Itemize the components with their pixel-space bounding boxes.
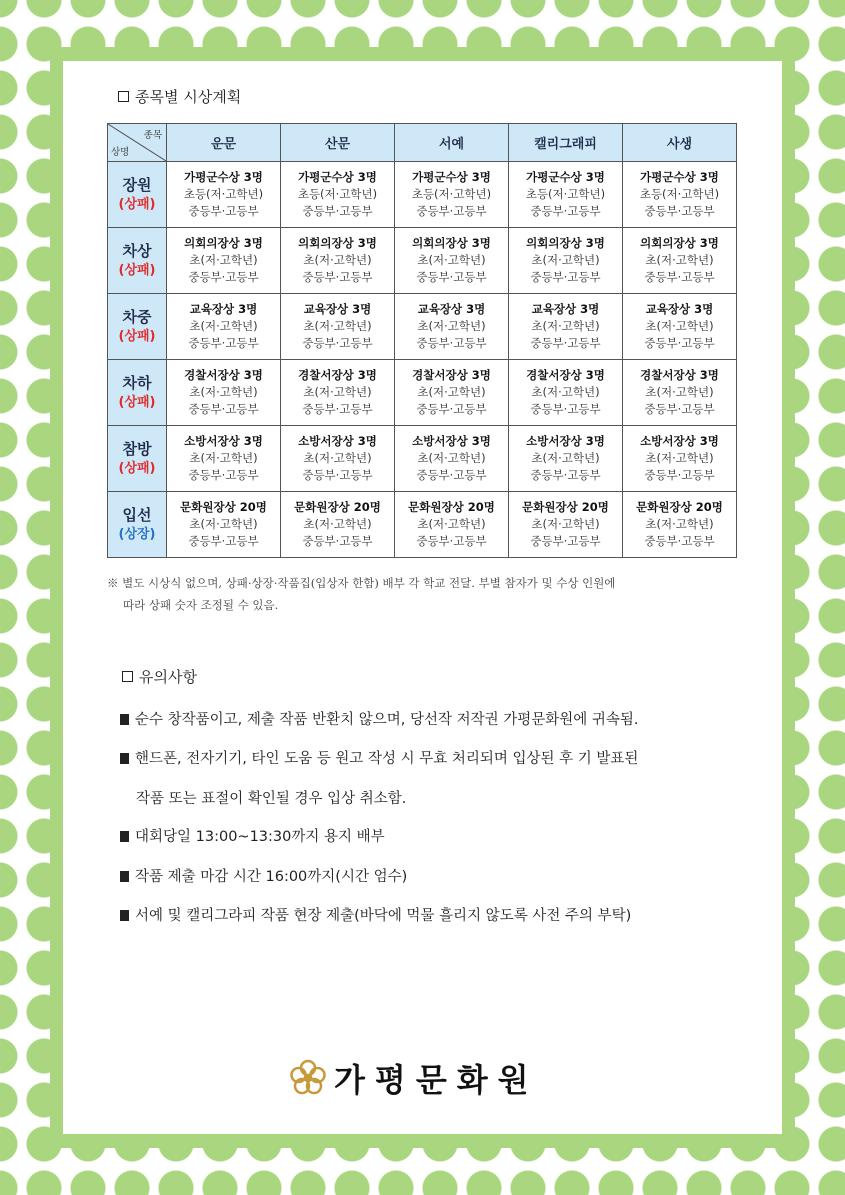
award-cell-line: 중등부·고등부 xyxy=(530,336,601,350)
award-cell-line: 문화원장상 20명 xyxy=(522,500,609,514)
award-name-cell xyxy=(108,360,167,426)
award-cell-line: 중등부·고등부 xyxy=(302,204,373,218)
award-cell-line: 중등부·고등부 xyxy=(644,468,715,482)
award-cell-line: 중등부·고등부 xyxy=(644,534,715,548)
organization-logo xyxy=(288,1055,539,1101)
footnote-line: 따라 상패 숫자 조정될 수 있음. xyxy=(123,598,279,612)
award-cell-line: 중등부·고등부 xyxy=(302,336,373,350)
list-item: 대회당일 13:00~13:30까지 용지 배부 xyxy=(120,825,385,846)
award-cell-line: 초(저·고학년) xyxy=(303,451,372,465)
award-cell xyxy=(167,492,281,558)
award-cell-line: 의회의장상 3명 xyxy=(298,236,377,250)
award-cell-line: 교육장상 3명 xyxy=(531,302,600,316)
award-cell xyxy=(281,228,395,294)
award-cell xyxy=(395,426,509,492)
award-cell-line: 문화원장상 20명 xyxy=(636,500,723,514)
list-item-continuation: 작품 또는 표절이 확인될 경우 입상 취소함. xyxy=(136,791,407,807)
award-cell-line: 경찰서장상 3명 xyxy=(640,368,719,382)
column-header: 캘리그래피 xyxy=(509,124,623,162)
award-cell-line: 초(저·고학년) xyxy=(189,517,258,531)
award-cell-line: 초(저·고학년) xyxy=(531,451,600,465)
table-row xyxy=(108,492,737,558)
award-cell xyxy=(281,294,395,360)
award-cell xyxy=(509,492,623,558)
award-cell-line: 초(저·고학년) xyxy=(645,253,714,267)
award-name-cell xyxy=(108,162,167,228)
award-cell-line: 중등부·고등부 xyxy=(530,204,601,218)
award-cell-line: 초(저·고학년) xyxy=(645,385,714,399)
award-name-cell xyxy=(108,294,167,360)
award-cell-line: 소방서장상 3명 xyxy=(526,434,605,448)
award-cell xyxy=(395,360,509,426)
award-cell-line: 초(저·고학년) xyxy=(189,385,258,399)
award-cell-line: 초등(저·고학년) xyxy=(183,187,264,201)
award-cell xyxy=(281,492,395,558)
list-item: 서예 및 캘리그라피 작품 현장 제출(바닥에 먹물 흘리지 않도록 사전 주의 부탁) xyxy=(120,904,631,925)
award-cell-line: 초등(저·고학년) xyxy=(411,187,492,201)
award-cell-line: 초등(저·고학년) xyxy=(639,187,720,201)
award-type: (상패) xyxy=(118,262,156,278)
award-cell-line: 중등부·고등부 xyxy=(416,468,487,482)
award-cell-line: 중등부·고등부 xyxy=(188,204,259,218)
award-cell-line: 초(저·고학년) xyxy=(417,385,486,399)
award-cell-line: 경찰서장상 3명 xyxy=(412,368,491,382)
section-title-text: 유의사항 xyxy=(139,668,197,686)
table-corner-cell xyxy=(108,124,167,162)
plum-blossom-icon xyxy=(288,1058,328,1098)
award-name: 차하 xyxy=(122,373,152,392)
award-cell-line: 중등부·고등부 xyxy=(416,204,487,218)
award-cell-line: 의회의장상 3명 xyxy=(640,236,719,250)
award-cell-line: 의회의장상 3명 xyxy=(184,236,263,250)
award-cell xyxy=(623,294,737,360)
award-cell-line: 중등부·고등부 xyxy=(530,534,601,548)
list-item: 작품 제출 마감 시간 16:00까지(시간 엄수) xyxy=(120,865,407,886)
award-cell-line: 초(저·고학년) xyxy=(189,253,258,267)
corner-label-category: 종목 xyxy=(143,130,162,141)
award-cell xyxy=(395,162,509,228)
award-cell-line: 소방서장상 3명 xyxy=(184,434,263,448)
award-cell-line: 경찰서장상 3명 xyxy=(298,368,377,382)
award-cell xyxy=(167,162,281,228)
award-cell-line: 초(저·고학년) xyxy=(303,253,372,267)
column-header: 서예 xyxy=(395,124,509,162)
award-cell-line: 소방서장상 3명 xyxy=(412,434,491,448)
award-name: 장원 xyxy=(122,175,152,194)
award-name: 입선 xyxy=(122,505,152,524)
award-cell-line: 중등부·고등부 xyxy=(416,534,487,548)
section-title-award-plan xyxy=(118,86,241,107)
award-cell-line: 초(저·고학년) xyxy=(189,319,258,333)
award-cell-line: 초(저·고학년) xyxy=(645,319,714,333)
table-footnote xyxy=(107,572,752,616)
award-cell-line: 초(저·고학년) xyxy=(531,385,600,399)
award-cell-line: 초(저·고학년) xyxy=(303,385,372,399)
checkbox-square-icon xyxy=(118,91,129,102)
award-cell-line: 초등(저·고학년) xyxy=(525,187,606,201)
list-item: 핸드폰, 전자기기, 타인 도움 등 원고 작성 시 무효 처리되며 입상된 후 기 발표된 xyxy=(120,747,638,768)
award-cell-line: 중등부·고등부 xyxy=(530,468,601,482)
award-cell-line: 가평군수상 3명 xyxy=(412,170,491,184)
award-cell xyxy=(395,228,509,294)
award-cell xyxy=(509,228,623,294)
award-type: (상패) xyxy=(118,460,156,476)
award-cell xyxy=(623,162,737,228)
award-type: (상장) xyxy=(118,526,156,542)
award-cell-line: 중등부·고등부 xyxy=(188,336,259,350)
award-cell xyxy=(167,426,281,492)
table-header-row xyxy=(108,124,737,162)
award-name-cell xyxy=(108,426,167,492)
award-cell-line: 중등부·고등부 xyxy=(416,402,487,416)
column-header: 운문 xyxy=(167,124,281,162)
award-type: (상패) xyxy=(118,328,156,344)
award-type: (상패) xyxy=(118,394,156,410)
award-cell-line: 초(저·고학년) xyxy=(189,451,258,465)
list-item: 순수 창작품이고, 제출 작품 반환치 않으며, 당선작 저작권 가평문화원에 귀속됨. xyxy=(120,708,639,729)
award-cell-line: 교육장상 3명 xyxy=(189,302,258,316)
section-title-notes xyxy=(122,666,197,687)
award-cell-line: 중등부·고등부 xyxy=(644,270,715,284)
award-cell-line: 경찰서장상 3명 xyxy=(184,368,263,382)
bullet-square-icon xyxy=(120,831,129,842)
award-cell-line: 중등부·고등부 xyxy=(530,270,601,284)
column-header: 산문 xyxy=(281,124,395,162)
award-cell xyxy=(281,426,395,492)
award-cell xyxy=(167,228,281,294)
award-cell-line: 경찰서장상 3명 xyxy=(526,368,605,382)
award-name: 참방 xyxy=(122,439,152,458)
logo-text: 가평문화원 xyxy=(334,1061,539,1099)
award-cell-line: 중등부·고등부 xyxy=(530,402,601,416)
award-cell xyxy=(509,360,623,426)
award-cell-line: 가평군수상 3명 xyxy=(640,170,719,184)
award-cell-line: 교육장상 3명 xyxy=(645,302,714,316)
section-title-text: 종목별 시상계획 xyxy=(135,88,242,106)
award-cell xyxy=(623,492,737,558)
award-cell xyxy=(167,294,281,360)
award-cell-line: 초(저·고학년) xyxy=(645,517,714,531)
award-cell-line: 중등부·고등부 xyxy=(644,204,715,218)
award-cell xyxy=(623,228,737,294)
award-cell-line: 가평군수상 3명 xyxy=(184,170,263,184)
checkbox-square-icon xyxy=(122,671,133,682)
award-cell-line: 초(저·고학년) xyxy=(645,451,714,465)
award-cell xyxy=(509,426,623,492)
award-cell-line: 문화원장상 20명 xyxy=(294,500,381,514)
award-cell-line: 중등부·고등부 xyxy=(302,402,373,416)
award-cell-line: 중등부·고등부 xyxy=(302,270,373,284)
award-cell-line: 중등부·고등부 xyxy=(188,270,259,284)
award-name: 차상 xyxy=(122,241,152,260)
award-cell-line: 중등부·고등부 xyxy=(188,468,259,482)
bullet-square-icon xyxy=(120,714,129,725)
award-cell xyxy=(395,294,509,360)
award-table xyxy=(107,123,737,558)
award-name: 차중 xyxy=(122,307,152,326)
award-cell xyxy=(623,360,737,426)
award-cell-line: 초(저·고학년) xyxy=(417,319,486,333)
bullet-square-icon xyxy=(120,871,129,882)
award-name-cell xyxy=(108,492,167,558)
award-cell xyxy=(509,294,623,360)
award-cell-line: 중등부·고등부 xyxy=(644,402,715,416)
table-row xyxy=(108,426,737,492)
award-cell-line: 중등부·고등부 xyxy=(644,336,715,350)
award-cell-line: 중등부·고등부 xyxy=(188,534,259,548)
award-cell-line: 초(저·고학년) xyxy=(531,319,600,333)
award-cell-line: 교육장상 3명 xyxy=(417,302,486,316)
award-type: (상패) xyxy=(118,196,156,212)
award-cell-line: 중등부·고등부 xyxy=(188,402,259,416)
table-row xyxy=(108,360,737,426)
award-cell-line: 문화원장상 20명 xyxy=(180,500,267,514)
award-cell-line: 초(저·고학년) xyxy=(531,253,600,267)
award-name-cell xyxy=(108,228,167,294)
award-cell xyxy=(623,426,737,492)
award-cell-line: 의회의장상 3명 xyxy=(412,236,491,250)
award-cell-line: 초(저·고학년) xyxy=(417,451,486,465)
award-cell-line: 중등부·고등부 xyxy=(302,468,373,482)
bullet-square-icon xyxy=(120,910,129,921)
table-row xyxy=(108,228,737,294)
award-cell-line: 중등부·고등부 xyxy=(416,270,487,284)
corner-label-award: 상명 xyxy=(111,147,130,158)
award-cell-line: 가평군수상 3명 xyxy=(526,170,605,184)
award-cell-line: 초(저·고학년) xyxy=(303,319,372,333)
award-cell-line: 의회의장상 3명 xyxy=(526,236,605,250)
award-cell-line: 문화원장상 20명 xyxy=(408,500,495,514)
award-cell-line: 초(저·고학년) xyxy=(303,517,372,531)
bullet-square-icon xyxy=(120,753,129,764)
award-cell xyxy=(395,492,509,558)
award-cell-line: 가평군수상 3명 xyxy=(298,170,377,184)
award-cell-line: 초(저·고학년) xyxy=(531,517,600,531)
award-cell-line: 초등(저·고학년) xyxy=(297,187,378,201)
award-cell-line: 중등부·고등부 xyxy=(302,534,373,548)
award-cell xyxy=(281,162,395,228)
footnote-line: ※ 별도 시상식 없으며, 상패·상장·작품집(입상자 한함) 배부 각 학교 전달. 부별 참자가 및 수상 인원에 xyxy=(107,576,616,590)
award-cell-line: 교육장상 3명 xyxy=(303,302,372,316)
table-row xyxy=(108,294,737,360)
award-cell-line: 소방서장상 3명 xyxy=(640,434,719,448)
award-cell xyxy=(167,360,281,426)
award-cell-line: 초(저·고학년) xyxy=(417,253,486,267)
award-cell-line: 소방서장상 3명 xyxy=(298,434,377,448)
award-cell xyxy=(509,162,623,228)
award-cell-line: 초(저·고학년) xyxy=(417,517,486,531)
award-cell-line: 중등부·고등부 xyxy=(416,336,487,350)
table-row xyxy=(108,162,737,228)
award-cell xyxy=(281,360,395,426)
column-header: 사생 xyxy=(623,124,737,162)
